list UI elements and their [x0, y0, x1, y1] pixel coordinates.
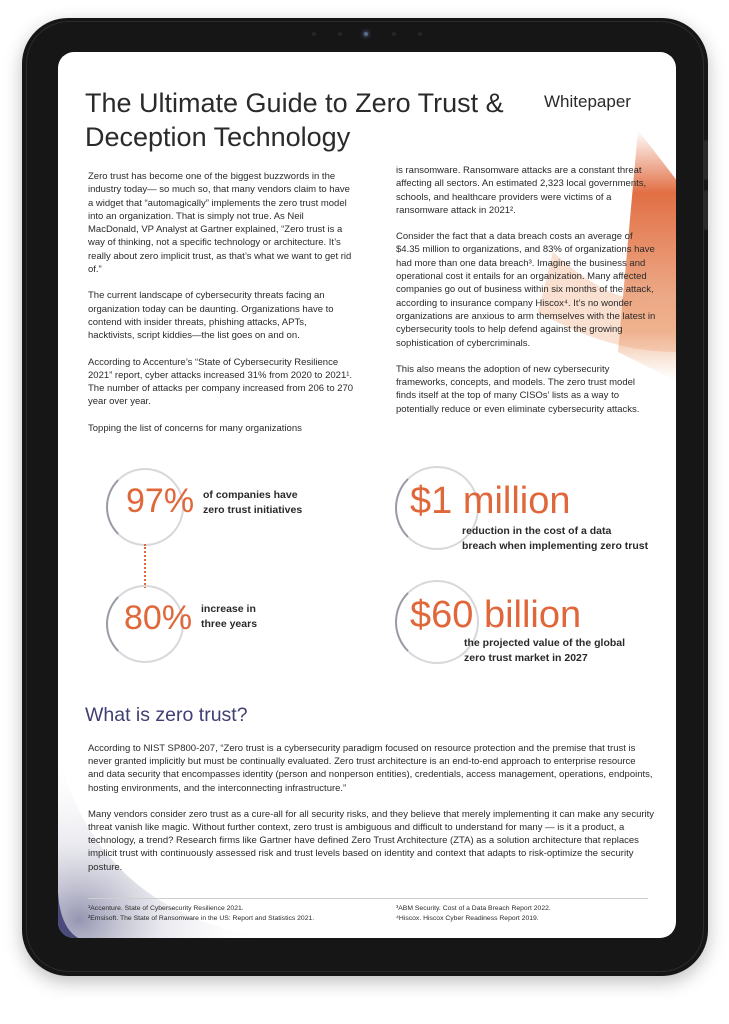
footnote-2: ²Emsisoft. The State of Ransomware in the US: Report and Statistics 2021. [88, 915, 315, 922]
paragraph: The current landscape of cybersecurity threats facing an organization today can be daunting. Organizations have to contend with insider threats, phishing attacks, APTs, hacktivists, script kiddies—the list goes on and on. [88, 290, 334, 342]
paragraph: Many vendors consider zero trust as a cure-all for all security risks, and they believe that merely implementing it can make any security threat vanish like magic. Without further context, zero trust is ambiguous and difficult to understand for many — is it a product, a technology, a trend? Research firms like Gartner have defined Zero Trust Architecture (ZTA) as a solution architecture that replaces implicit trust with continuously assessed risk and trust levels based on identity and context that adapts to risk-optimize the security posture. [88, 808, 655, 873]
stat-line: of companies have [203, 489, 298, 501]
section-heading: What is zero trust? [85, 704, 248, 726]
page-title: The Ultimate Guide to Zero Trust & Deception Technology [85, 88, 504, 152]
stat-value-increase: 80% [124, 599, 193, 637]
sensor-dot [418, 32, 422, 36]
stat-line: zero trust initiatives [203, 504, 303, 516]
stat-description [462, 524, 648, 554]
document-type-label: Whitepaper [544, 92, 631, 111]
sensor-dot [392, 32, 396, 36]
intro-left-column [88, 170, 354, 448]
stat-line: zero trust market in 2027 [464, 652, 588, 664]
camera-bar [300, 28, 430, 40]
stat-line: three years [201, 618, 258, 630]
power-button [704, 190, 708, 230]
stat-connector [144, 544, 146, 588]
footnote-4: ⁴Hiscox. Hiscox Cyber Readiness Report 2019. [396, 915, 539, 922]
stat-value-companies: 97% [126, 482, 195, 520]
stat-line: the projected value of the global [464, 637, 626, 649]
paragraph: Consider the fact that a data breach costs an average of $4.35 million to organizations, and 83% of organizations have had more than one data breach³. Imagine the business and operational cost it entails for an organization. Many affected companies go out of business within six months of the attack, according to insurance company Hiscox⁴. It’s no wonder organizations are anxious to arm themselves with the latest in cybersecurity tools to help defend against the growing sophistication of cybercriminals. [396, 231, 656, 349]
paragraph: Topping the list of concerns for many organizations [88, 422, 302, 434]
stat-description [203, 488, 302, 518]
stat-line: increase in [201, 603, 256, 615]
paragraph: is ransomware. Ransomware attacks are a constant threat affecting all sectors. An estimated 2,323 local governments, schools, and healthcare providers were victims of a ransomware attack in 2021². [396, 165, 647, 216]
stat-value-market: $60 billion [410, 594, 582, 636]
sensor-dot [312, 32, 316, 36]
document-page[interactable] [58, 52, 676, 938]
stat-line: reduction in the cost of a data [462, 525, 612, 537]
paragraph: Zero trust has become one of the biggest buzzwords in the industry today— so much so, that many vendors claim to have a widget that “automagically” implements the zero trust model into an organization. That is simply not true. As Neil MacDonald, VP Analyst at Gartner explained, “Zero trust is a way of thinking, not a specific technology or architecture. It’s really about zero implicit trust, as that’s what we want to get rid of.” [88, 171, 352, 276]
intro-right-column [396, 164, 656, 429]
stat-line: breach when implementing zero trust [462, 540, 649, 552]
paragraph: According to NIST SP800-207, “Zero trust is a cybersecurity paradigm focused on resource protection and the premise that trust is never granted implicitly but must be continually evaluated. Zero trust architecture is an end-to-end approach to enterprise resource and data security that encompasses identity (person and nonperson entities), credentials, access management, operations, endpoints, hosting environments, and the interconnecting infrastructure.” [88, 743, 653, 794]
paragraph: According to Accenture’s “State of Cybersecurity Resilience 2021” report, cyber attacks increased 31% from 2020 to 2021¹. The number of attacks per company increased from 206 to 270 year over year. [88, 356, 354, 408]
section-body [88, 742, 654, 887]
volume-button [704, 140, 708, 180]
stat-value-cost-reduction: $1 million [410, 480, 571, 522]
footnote-divider [88, 898, 648, 899]
paragraph: This also means the adoption of new cybersecurity frameworks, concepts, and models. The zero trust model finds itself at the top of many CISOs’ lists as a way to potentially reduce or even eliminate cybersecurity attacks. [396, 363, 640, 415]
footnote-1: ¹Accenture. State of Cybersecurity Resilience 2021. [88, 905, 244, 912]
sensor-dot [338, 32, 342, 36]
stat-description [464, 636, 625, 666]
stat-description [201, 602, 257, 632]
front-camera-icon [360, 28, 372, 40]
footnote-3: ³ABM Security. Cost of a Data Breach Report 2022. [396, 905, 551, 912]
